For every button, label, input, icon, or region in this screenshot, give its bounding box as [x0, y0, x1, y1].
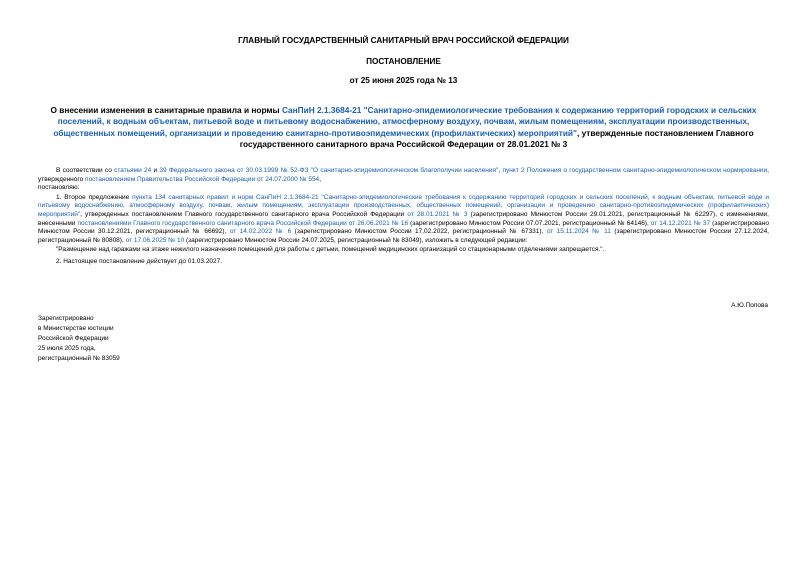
preamble-text: , утвержденного: [38, 167, 769, 183]
item-2-paragraph: 2. Настоящее постановление действует до 01.03.2027.: [56, 257, 223, 265]
preamble-text: В соответствии со: [56, 167, 115, 174]
decree-2022-6-link[interactable]: от 14.02.2022 № 6: [229, 228, 292, 236]
preamble-paragraph: [38, 167, 769, 184]
item-1-text: , утвержденных постановлением Главного государственного санитарного врача Российской Федерации: [80, 210, 408, 218]
sanpin-link[interactable]: СанПиН 2.1.3684-21 "Санитарно-эпидемиологические требования к содержанию территорий городских и сельских поселений, к водным объектам, питьевой воде и питьевому водоснабжению, атмосферному воздуху, почвам, жилым помещениям, эксплуатации производственных, общественных помещений, организации и проведению санитарно-противоэпидемических (профилактических) мероприятий": [53, 105, 757, 138]
federal-law-link[interactable]: 39 Федерального закона от 30.03.1999 № 52-ФЗ "О санитарно-эпидемиологическом благополучии населения": [159, 167, 499, 174]
issuing-authority: ГЛАВНЫЙ ГОСУДАРСТВЕННЫЙ САНИТАРНЫЙ ВРАЧ РОССИЙСКОЙ ФЕДЕРАЦИИ: [238, 36, 569, 45]
item-1-text: (зарегистрировано Минюстом России 27.12.2024, регистрационный № 80808),: [38, 228, 769, 244]
document-title: [40, 105, 767, 151]
decree-2024-11-link[interactable]: от 15.11.2024 № 11: [546, 228, 611, 236]
point-134-link[interactable]: пункта 134 санитарных правил и норм СанПиН 2.1.3684-21 "Санитарно-эпидемиологические требования к содержанию территорий городских и сельских поселений, к водным объектам, питьевой воде и питьевому водоснабжению, атмосферному воздуху, почвам, жилым помещениям, эксплуатации производственных, общественных помещений, организации и проведению санитарно-противоэпидемических (профилактических) мероприятий": [38, 193, 769, 218]
registration-line: 25 июля 2025 года,: [38, 345, 96, 352]
document-date-number: от 25 июня 2025 года № 13: [349, 76, 458, 85]
decree-2021-3-link[interactable]: от 28.01.2021 № 3: [407, 210, 468, 218]
item-1-text: (зарегистрировано Минюстом России 29.01.2021, регистрационный № 62297), с изменениями, внесенными: [38, 210, 769, 227]
registration-block: [38, 314, 120, 364]
new-wording-quote: "Размещение над гаражами на этаже нежилого назначения помещений для работы с детьми, помещений медицинских организаций со стационарными отделениями запрещается.".: [56, 246, 605, 254]
registration-line: в Министерстве юстиции: [38, 325, 114, 332]
item-1-paragraph: [38, 194, 769, 246]
decree-2021-37-link[interactable]: от 14.12.2021 № 37: [650, 219, 711, 227]
item-1-text: 1. Второе предложение: [56, 193, 133, 201]
document-type: ПОСТАНОВЛЕНИЕ: [366, 57, 441, 66]
title-text: , утвержденные постановлением Главного государственного санитарного врача Российской Федерации от 28.01.2021 № 3: [239, 127, 754, 150]
document-body: [38, 167, 769, 267]
item-1-text: (зарегистрировано Минюстом России 30.12.2021, регистрационный № 66692),: [38, 219, 769, 236]
government-decree-link[interactable]: постановлением Правительства Российской Федерации от 24.07.2000 № 554: [85, 175, 320, 183]
item-1-text: (зарегистрировано Минюстом России 07.07.2021, регистрационный № 64146),: [408, 219, 651, 227]
decree-2025-10-link[interactable]: от 17.06.2025 № 10: [125, 236, 185, 244]
signature: А.Ю.Попова: [731, 302, 768, 309]
title-text: О внесении изменения в санитарные правила и нормы: [50, 105, 282, 115]
preamble-text: ,: [319, 175, 321, 183]
preamble-text: ,: [498, 167, 503, 174]
law-article-24-link[interactable]: статьями 24: [114, 167, 152, 174]
item-1-text: (зарегистрировано Минюстом России 24.07.2025, регистрационный № 83049), изложить в следующей редакции:: [184, 236, 528, 244]
item-1-text: (зарегистрировано Минюстом России 17.02.2022, регистрационный № 67331),: [291, 228, 547, 236]
preamble-text: и: [151, 167, 160, 174]
registration-line: регистрационный № 83059: [38, 355, 120, 362]
decree-2021-16-link[interactable]: постановлениями Главного государственного санитарного врача Российской Федерации от 26.06.2021 № 16: [77, 219, 409, 227]
registration-line: Российской Федерации: [38, 335, 109, 342]
decree-word: постановляю:: [38, 184, 80, 192]
registration-line: Зарегистрировано: [38, 315, 94, 322]
regulation-point-2-link[interactable]: пункт 2 Положения о государственном санитарно-эпидемиологическом нормировании: [502, 167, 768, 174]
